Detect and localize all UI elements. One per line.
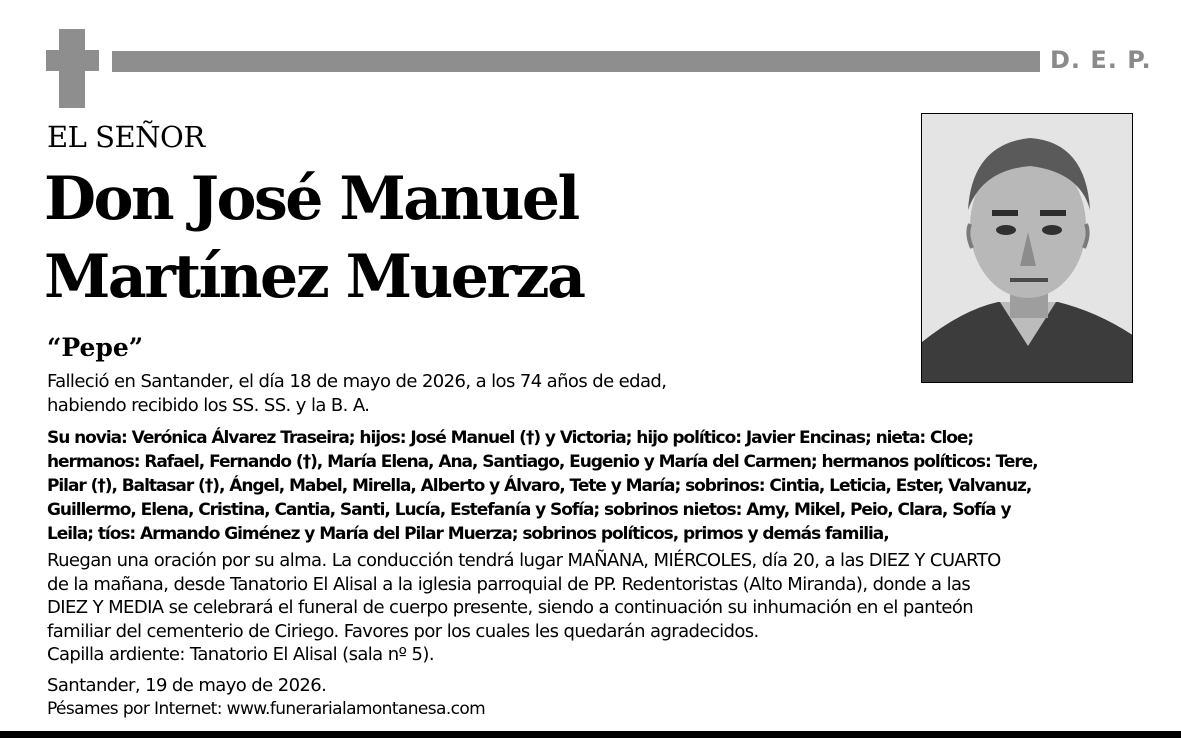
dep-label: D. E. P. [1050,46,1152,74]
name-line: Don José Manuel [44,164,578,234]
portrait-illustration [922,114,1133,383]
deceased-name [44,160,583,316]
portrait-photo [921,113,1133,383]
honorific: EL SEÑOR [47,120,205,154]
ceremony-line: Capilla ardiente: Tanatorio El Alisal (sala nº 5). [47,644,434,665]
death-notice [47,370,666,417]
name-line: Martínez Muerza [44,242,584,312]
family-line: hermanos: Rafael, Fernando (†), María Elena, Ana, Santiago, Eugenio y María del Carmen; hermanos políticos: Tere, [47,452,1038,472]
cross-horizontal-bar [46,50,99,71]
death-line: Falleció en Santander, el día 18 de mayo de 2026, a los 74 años de edad, [47,371,667,392]
family-line: Leila; tíos: Armando Giménez y María del Pilar Muerza; sobrinos políticos, primos y demás familia, [47,524,889,544]
condolences-link: Pésames por Internet: www.funerarialamontanesa.com [47,699,486,719]
family-line: Pilar (†), Baltasar (†), Ángel, Mabel, Mirella, Alberto y Álvaro, Tete y María; sobrinos: Cintia, Leticia, Ester, Valvanuz, [47,476,1032,496]
family-list [47,426,1038,546]
ceremony-line: DIEZ Y MEDIA se celebrará el funeral de cuerpo presente, siendo a continuación su inhumación en el panteón [47,597,974,618]
ceremony-details [47,549,1001,667]
nickname: “Pepe” [47,333,144,362]
ceremony-line: familiar del cementerio de Ciriego. Favores por los cuales les quedarán agradecidos. [47,620,759,642]
family-line: Guillermo, Elena, Cristina, Cantia, Santi, Lucía, Estefanía y Sofía; sobrinos nietos: Amy, Mikel, Peio, Clara, Sofía y [47,500,1011,520]
ceremony-line: de la mañana, desde Tanatorio El Alisal a la iglesia parroquial de PP. Redentoristas (Alto Miranda), donde a las [47,573,971,595]
death-line: habiendo recibido los SS. SS. y la B. A. [47,394,370,416]
city-date: Santander, 19 de mayo de 2026. [47,675,327,696]
ceremony-line: Ruegan una oración por su alma. La conducción tendrá lugar MAÑANA, MIÉRCOLES, día 20, a las DIEZ Y CUARTO [47,550,1001,571]
family-line: Su novia: Verónica Álvarez Traseira; hijos: José Manuel (†) y Victoria; hijo político: Javier Encinas; nieta: Cloe; [47,428,974,448]
bottom-rule [0,731,1181,738]
header-rule [112,51,1040,72]
